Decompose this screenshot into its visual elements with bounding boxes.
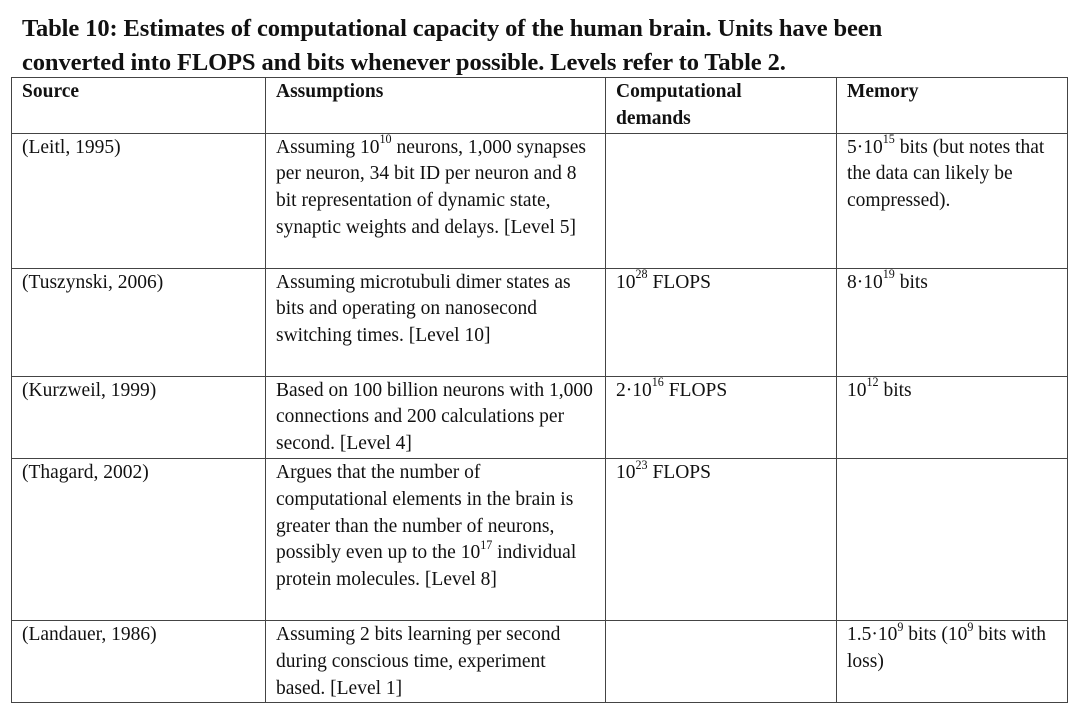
header-computational-line-2: demands — [616, 107, 691, 129]
memory-cell — [837, 458, 1068, 620]
assumptions-cell: Assuming microtubuli dimer states as bits and operating on nanosecond switching times. [Level 10] — [266, 268, 606, 376]
caption-line-2: converted into FLOPS and bits whenever possible. Levels refer to Table 2. — [22, 49, 786, 76]
source-cell: (Landauer, 1986) — [12, 620, 266, 702]
source-cell: (Leitl, 1995) — [12, 133, 266, 268]
computational-cell — [606, 620, 837, 702]
header-memory: Memory — [837, 78, 1068, 134]
table-row — [12, 133, 1068, 268]
memory-cell: $10^{12}$ bits — [837, 376, 1068, 458]
header-source: Source — [12, 78, 266, 134]
caption-line-1: Table 10: Estimates of computational capacity of the human brain. Units have been — [22, 15, 883, 42]
table-row — [12, 458, 1068, 620]
memory-cell: $5\cdot 10^{15}$ bits (but notes that the data can likely be compressed). — [837, 133, 1068, 268]
source-cell: (Thagard, 2002) — [12, 458, 266, 620]
assumptions-cell: Based on 100 billion neurons with 1,000 connections and 200 calculations per second. [Level 4] — [266, 376, 606, 458]
header-computational-line-1: Computational — [616, 81, 742, 102]
table-caption — [22, 12, 1062, 80]
computational-cell: $2\cdot 10^{16}$ FLOPS — [606, 376, 837, 458]
computational-cell: $10^{23}$ FLOPS — [606, 458, 837, 620]
memory-cell: $8\cdot 10^{19}$ bits — [837, 268, 1068, 376]
assumptions-cell: Assuming $10^{10}$ neurons, 1,000 synapses per neuron, 34 bit ID per neuron and 8 bit representation of dynamic state, synaptic weights and delays. [Level 5] — [266, 133, 606, 268]
computational-cell: $10^{28}$ FLOPS — [606, 268, 837, 376]
header-computational-demands — [606, 78, 837, 134]
assumptions-cell: Assuming 2 bits learning per second during conscious time, experiment based. [Level 1] — [266, 620, 606, 702]
memory-cell: $1.5\cdot 10^9$ bits ($10^9$ bits with loss) — [837, 620, 1068, 702]
assumptions-cell: Argues that the number of computational elements in the brain is greater than the number of neurons, possibly even up to the $10^{17}$ individual protein molecules. [Level 8] — [266, 458, 606, 620]
source-cell: (Tuszynski, 2006) — [12, 268, 266, 376]
computational-cell — [606, 133, 837, 268]
brain-capacity-table — [11, 77, 1068, 703]
table-header-row — [12, 78, 1068, 134]
header-assumptions: Assumptions — [266, 78, 606, 134]
table-row — [12, 268, 1068, 376]
table-row — [12, 376, 1068, 458]
table-row — [12, 620, 1068, 702]
source-cell: (Kurzweil, 1999) — [12, 376, 266, 458]
